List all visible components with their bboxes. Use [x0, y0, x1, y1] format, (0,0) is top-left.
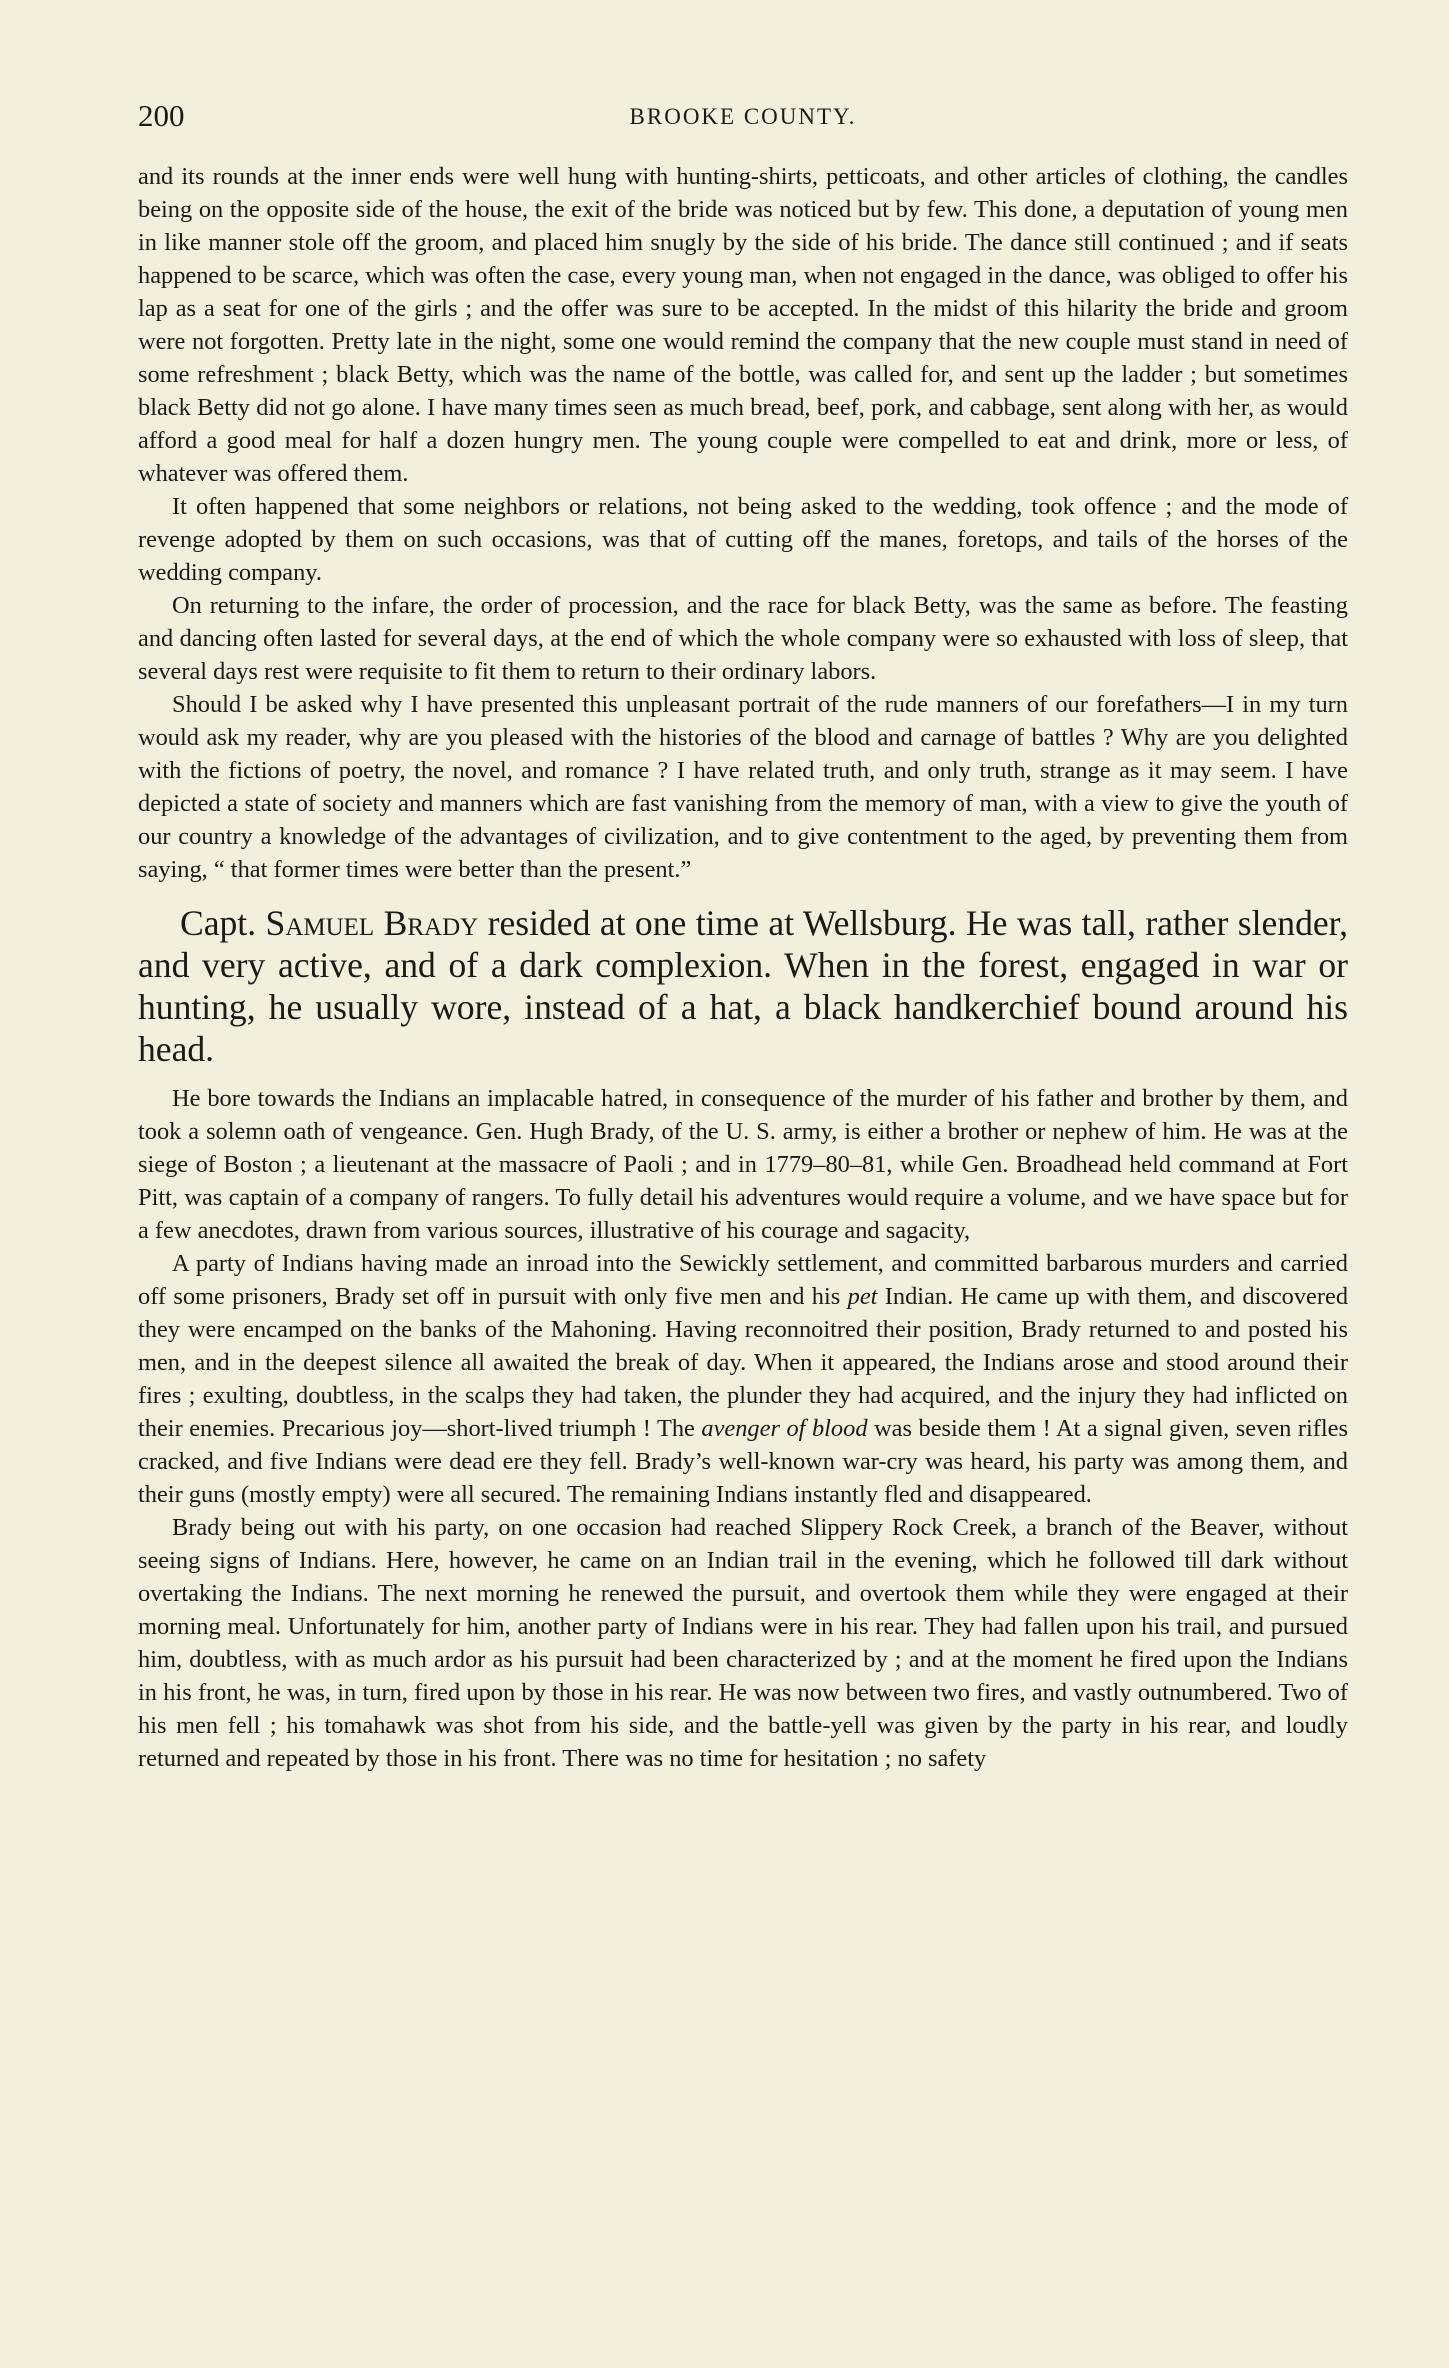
paragraph-sewickly [138, 1247, 1348, 1511]
sewickly-em-pet: pet [847, 1283, 878, 1310]
lead-prefix: Capt. [180, 903, 257, 943]
lead-rest: resided at one time at Wellsburg. He was tall, rather slender, and very active, and of a dark complexion. When in the forest, engaged in war or hunting, he usually wore, instead of a hat, a black handkerchief bound around his head. [138, 903, 1348, 1069]
sewickly-em-avenger: avenger of blood [701, 1415, 868, 1442]
paragraph-portrait: Should I be asked why I have presented this unpleasant portrait of the rude manners of our forefathers—I in my turn would ask my reader, why are you pleased with the histories of the blood and carnage of battles ? Why are you delighted with the fictions of poetry, the novel, and romance ? I have related truth, and only truth, strange as it may seem. I have depicted a state of society and manners which are fast vanishing from the memory of man, with a view to give the youth of our country a knowledge of the advantages of civilization, and to give contentment to the aged, by preventing them from saying, “ that former times were better than the present.” [138, 691, 1348, 883]
brady-lead-paragraph [138, 902, 1348, 1070]
lead-name: Samuel Brady [265, 903, 479, 943]
sewickly-after: Indian. He came up with them, and discovered they were encamped on the banks of the Mahoning. Having reconnoitred their position, Brady returned to and posted his men, and in the deepest silence all awaited the break of day. When it appeared, the Indians arose and stood around their fires ; exulting, doubtless, in the scalps they had taken, the plunder they had acquired, and the injury they had inflicted on their enemies. Precarious joy—short-lived triumph ! The [138, 1283, 1349, 1442]
book-page [138, 96, 1348, 1775]
page-number: 200 [138, 98, 185, 133]
running-head [138, 96, 1348, 140]
running-title: BROOKE COUNTY. [629, 104, 857, 129]
sewickly-after-2: was beside them ! At a signal given, seven rifles cracked, and five Indians were dead ere they fell. Brady’s well-known war-cry was heard, his party was among them, and their guns (mostly empty) were all secured. The remaining Indians instantly fled and disappeared. [138, 1415, 1348, 1508]
paragraph-revenge: It often happened that some neighbors or relations, not being asked to the wedding, took offence ; and the mode of revenge adopted by them on such occasions, was that of cutting off the manes, foretops, and tails of the horses of the wedding company. [138, 493, 1348, 586]
paragraph-hatred: He bore towards the Indians an implacable hatred, in consequence of the murder of his father and brother by them, and took a solemn oath of vengeance. Gen. Hugh Brady, of the U. S. army, is either a brother or nephew of him. He was at the siege of Boston ; a lieutenant at the massacre of Paoli ; and in 1779–80–81, while Gen. Broadhead held command at Fort Pitt, was captain of a company of rangers. To fully detail his adventures would require a volume, and we have space but for a few anecdotes, drawn from various sources, illustrative of his courage and sagacity, [138, 1085, 1348, 1244]
sewickly-before: A party of Indians having made an inroad into the Sewickly settlement, and committed barbarous murders and carried off some prisoners, Brady set off in pursuit with only five men and his [138, 1250, 1348, 1310]
paragraph-infare: On returning to the infare, the order of procession, and the race for black Betty, was the same as before. The feasting and dancing often lasted for several days, at the end of which the whole company were so exhausted with loss of sleep, that several days rest were requisite to fit them to return to their ordinary labors. [138, 592, 1348, 685]
body-text [138, 160, 1348, 1775]
paragraph-continued: and its rounds at the inner ends were well hung with hunting-shirts, petticoats, and other articles of clothing, the candles being on the opposite side of the house, the exit of the bride was noticed but by few. This done, a deputation of young men in like manner stole off the groom, and placed him snugly by the side of his bride. The dance still continued ; and if seats happened to be scarce, which was often the case, every young man, when not engaged in the dance, was obliged to offer his lap as a seat for one of the girls ; and the offer was sure to be accepted. In the midst of this hilarity the bride and groom were not forgotten. Pretty late in the night, some one would remind the company that the new couple must stand in need of some refreshment ; black Betty, which was the name of the bottle, was called for, and sent up the ladder ; but sometimes black Betty did not go alone. I have many times seen as much bread, beef, pork, and cabbage, sent along with her, as would afford a good meal for half a dozen hungry men. The young couple were compelled to eat and drink, more or less, of whatever was offered them. [138, 163, 1348, 487]
paragraph-slippery-rock: Brady being out with his party, on one occasion had reached Slippery Rock Creek, a branch of the Beaver, without seeing signs of Indians. Here, however, he came on an Indian trail in the evening, which he followed till dark without overtaking the Indians. The next morning he renewed the pursuit, and overtook them while they were engaged at their morning meal. Unfortunately for him, another party of Indians were in his rear. They had fallen upon his trail, and pursued him, doubtless, with as much ardor as his pursuit had been characterized by ; and at the moment he fired upon the Indians in his front, he was, in turn, fired upon by those in his rear. He was now between two fires, and vastly outnumbered. Two of his men fell ; his tomahawk was shot from his side, and the battle-yell was given by the party in his rear, and loudly returned and repeated by those in his front. There was no time for hesitation ; no safety [138, 1514, 1348, 1772]
